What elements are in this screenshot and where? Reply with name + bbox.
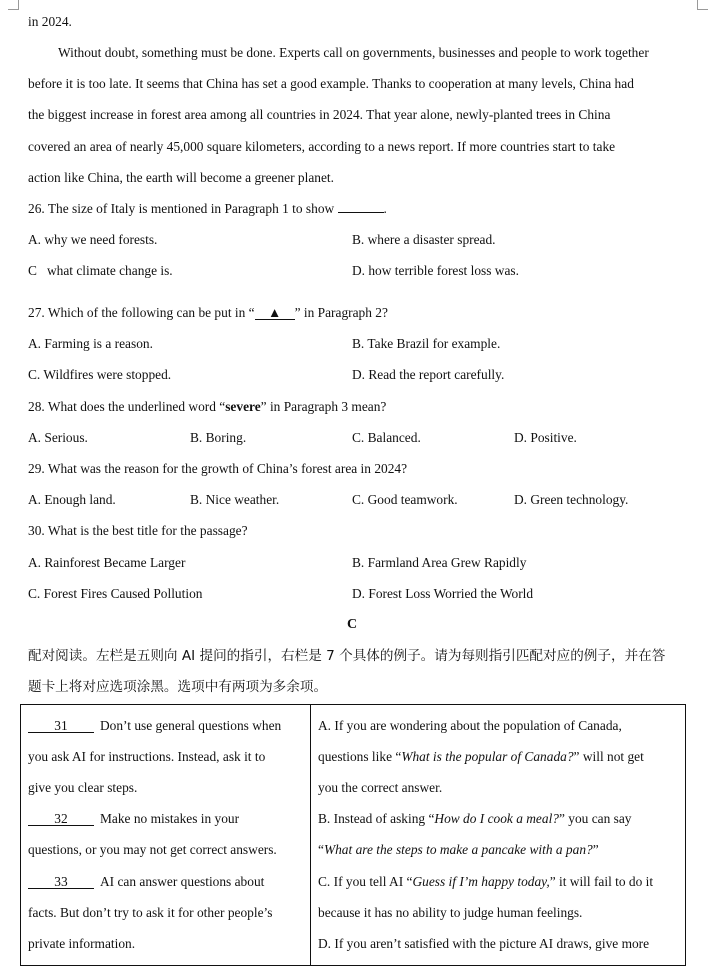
option-26-d[interactable]: D. how terrible forest loss was. (352, 263, 519, 278)
answer-blank-31[interactable]: 31 (28, 719, 94, 733)
option-29-a[interactable]: A. Enough land. (28, 492, 116, 507)
guideline-text: Don’t use general questions when (100, 718, 282, 733)
example-text: “ (318, 842, 324, 857)
example-a: A. If you are wondering about the population of Canada, (318, 718, 622, 733)
question-text: ” in Paragraph 3 mean? (260, 399, 387, 414)
question-text: 27. Which of the following can be put in “ (28, 305, 255, 320)
section-heading: C (346, 617, 358, 632)
option-26-c[interactable] (28, 262, 173, 280)
question-27-stem (28, 304, 388, 322)
answer-blank-32[interactable]: 32 (28, 812, 94, 826)
option-27-a[interactable]: A. Farming is a reason. (28, 336, 153, 351)
example-italic-text: What are the steps to make a pancake with a pan? (323, 842, 593, 857)
page-corner-mark (697, 0, 708, 10)
guideline-31 (28, 717, 281, 735)
example-italic-text: How do I cook a meal? (434, 811, 559, 826)
passage-line: in 2024. (28, 14, 72, 29)
question-30-stem: 30. What is the best title for the passage? (28, 523, 248, 538)
example-text: C. If you tell AI “ (318, 874, 413, 889)
guideline-32 (28, 810, 239, 828)
example-b (318, 841, 599, 859)
guideline-text: questions, or you may not get correct answers. (28, 842, 277, 857)
example-b (318, 810, 632, 828)
page-corner-mark (8, 0, 19, 10)
option-30-b[interactable]: B. Farmland Area Grew Rapidly (352, 555, 527, 570)
option-30-a[interactable]: A. Rainforest Became Larger (28, 555, 186, 570)
option-29-b[interactable]: B. Nice weather. (190, 492, 280, 507)
option-29-c[interactable]: C. Good teamwork. (352, 492, 458, 507)
example-a (318, 748, 644, 766)
passage-line: covered an area of nearly 45,000 square kilometers, according to a news report. If more countries start to take (28, 139, 616, 154)
guideline-text: Make no mistakes in your (100, 811, 240, 826)
example-text: ” (592, 842, 599, 857)
example-italic-text: What is the popular of Canada? (401, 749, 574, 764)
option-28-b[interactable]: B. Boring. (190, 430, 247, 445)
example-c: because it has no ability to judge human feelings. (318, 905, 583, 920)
example-c (318, 873, 653, 891)
guideline-text: give you clear steps. (28, 780, 138, 795)
passage-line: Without doubt, something must be done. Experts call on governments, businesses and people to work together (58, 45, 649, 60)
triangle-blank: ▲ (255, 307, 295, 320)
option-26-a[interactable]: A. why we need forests. (28, 232, 158, 247)
example-text: B. Instead of asking “ (318, 811, 435, 826)
example-a: you the correct answer. (318, 780, 443, 795)
section-instructions: 配对阅读。左栏是五则向 AI 提问的指引，右栏是 7 个具体的例子。请为每则指引匹配对应的例子，并在答 (28, 648, 666, 664)
answer-blank (338, 201, 384, 213)
option-28-c[interactable]: C. Balanced. (352, 430, 421, 445)
section-instructions: 题卡上将对应选项涂黑。选项中有两项为多余项。 (28, 679, 328, 695)
question-text: 28. What does the underlined word “ (28, 399, 226, 414)
passage-line: before it is too late. It seems that China has set a good example. Thanks to cooperation at many levels, China had (28, 76, 634, 91)
example-italic-text: Guess if I’m happy today, (412, 874, 550, 889)
matching-table (20, 704, 686, 966)
guideline-text: facts. But don’t try to ask it for other people’s (28, 905, 273, 920)
guideline-33 (28, 873, 264, 891)
option-27-d[interactable]: D. Read the report carefully. (352, 367, 505, 382)
underlined-word: severe (225, 399, 261, 414)
example-text: ” you can say (559, 811, 632, 826)
guideline-text: private information. (28, 936, 136, 951)
guideline-text: AI can answer questions about (100, 874, 265, 889)
question-text: ” in Paragraph 2? (294, 305, 388, 320)
option-29-d[interactable]: D. Green technology. (514, 492, 629, 507)
example-text: ” it will fail to do it (549, 874, 654, 889)
question-26-stem: 26. The size of Italy is mentioned in Paragraph 1 to show . (28, 201, 387, 216)
passage-line: the biggest increase in forest area among all countries in 2024. That year alone, newly-planted trees in China (28, 107, 611, 122)
question-29-stem: 29. What was the reason for the growth of China’s forest area in 2024? (28, 461, 408, 476)
example-text: ” will not get (573, 749, 644, 764)
question-28-stem (28, 398, 386, 416)
example-d: D. If you aren’t satisfied with the picture AI draws, give more (318, 936, 650, 951)
option-26-b[interactable]: B. where a disaster spread. (352, 232, 496, 247)
guideline-text: you ask AI for instructions. Instead, ask it to (28, 749, 266, 764)
option-text: what climate change is. (46, 263, 173, 278)
option-28-a[interactable]: A. Serious. (28, 430, 88, 445)
option-letter: C (28, 263, 37, 278)
option-30-c[interactable]: C. Forest Fires Caused Pollution (28, 586, 203, 601)
passage-line: action like China, the earth will become a greener planet. (28, 170, 334, 185)
column-divider (310, 705, 311, 965)
option-27-c[interactable]: C. Wildfires were stopped. (28, 367, 172, 382)
option-28-d[interactable]: D. Positive. (514, 430, 577, 445)
example-text: questions like “ (318, 749, 402, 764)
option-27-b[interactable]: B. Take Brazil for example. (352, 336, 501, 351)
option-30-d[interactable]: D. Forest Loss Worried the World (352, 586, 534, 601)
answer-blank-33[interactable]: 33 (28, 875, 94, 889)
question-text: 26. The size of Italy is mentioned in Paragraph 1 to show (28, 201, 335, 216)
